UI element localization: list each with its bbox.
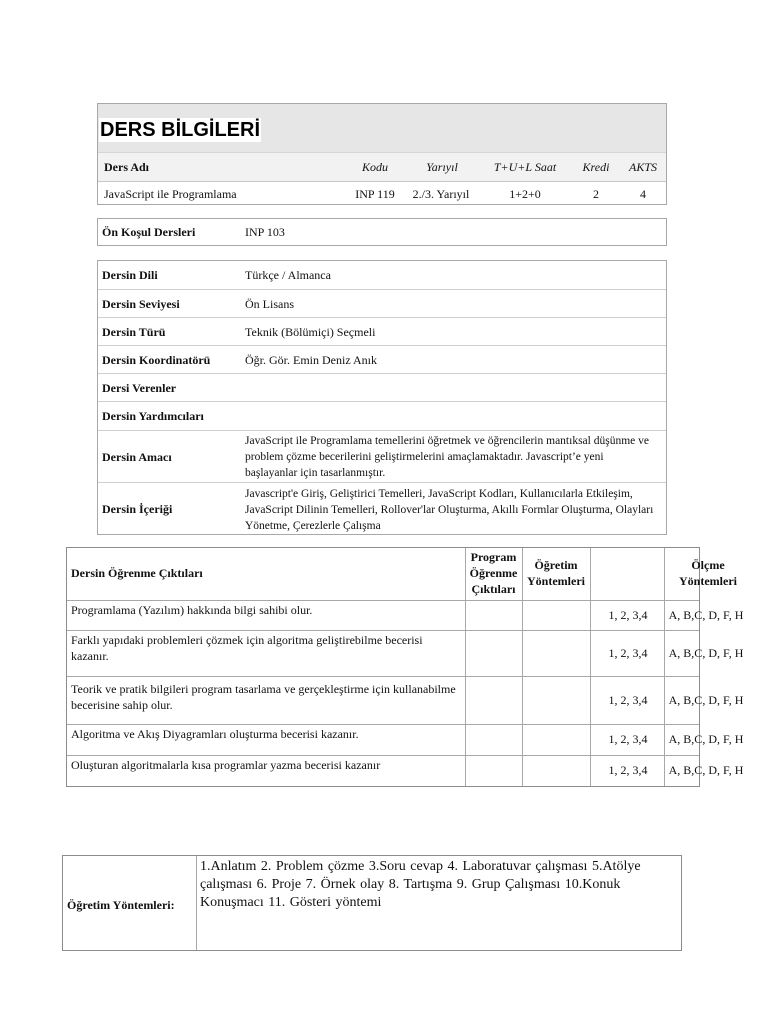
col-kredi: Kredi [582,160,610,174]
teaching-methods-label: Öğretim Yöntemleri: [67,898,175,912]
course-details-table [97,260,667,535]
detail-value: JavaScript ile Programlama temellerini öğretmek ve öğrencilerin mantıksal düşünme ve problem çözme becerilerini geliştirmelerini amaçlamaktadır. Javascript’e yeni başlayanlar için tasarlanmıştır. [245,435,649,479]
program-header-line: Program [470,550,517,564]
table-row [98,289,666,318]
detail-value: Türkçe / Almanca [245,268,331,282]
table-row [67,600,744,631]
outcome-text: Oluşturan algoritmalarla kısa programlar yazma becerisi kazanır [71,758,381,772]
detail-value: Ön Lisans [245,297,294,311]
outcome-teaching: 1, 2, 3,4 [608,732,648,746]
title-band [98,104,666,152]
table-row [98,430,666,483]
header-columns-row [98,152,666,182]
table-row [98,261,666,289]
table-row [67,724,744,756]
detail-label: Dersin İçeriği [102,502,173,516]
outcome-text: Programlama (Yazılım) hakkında bilgi sahibi olur. [71,603,313,617]
teaching-header-line: Yöntemleri [527,574,585,588]
col-akts: AKTS [628,160,657,174]
outcomes-title: Dersin Öğrenme Çıktıları [71,566,203,580]
table-row [98,401,666,431]
value-yariyil: 2./3. Yarıyıl [412,186,470,201]
value-kredi: 2 [593,186,599,201]
table-row [67,755,744,787]
detail-label: Dersin Türü [102,324,166,339]
course-info-header-table [97,103,667,205]
detail-label: Dersin Yardımcıları [102,409,204,423]
outcome-text: Teorik ve pratik bilgileri program tasarlama ve gerçekleştirme için kullanabilme becerisine sahip olur. [71,682,456,712]
outcome-text: Farklı yapıdaki problemleri çözmek için algoritma geliştirebilme becerisi kazanır. [71,633,423,663]
value-saat: 1+2+0 [509,186,541,201]
program-outcomes-header [465,549,522,597]
prerequisite-row [97,218,667,246]
prerequisite-label: Ön Koşul Dersleri [102,224,196,239]
detail-label: Dersin Koordinatörü [102,352,211,367]
detail-value [245,374,658,402]
outcome-teaching: 1, 2, 3,4 [608,763,648,777]
table-row [98,345,666,374]
header-values-row [98,181,666,206]
outcome-assessment: A, B,C, D, F, H [668,646,744,660]
detail-label: Dersin Dili [102,267,158,282]
outcome-assessment: A, B,C, D, F, H [668,763,744,777]
teaching-methods-box [62,855,682,951]
col-yariyil: Yarıyıl [426,160,458,174]
detail-value: Teknik (Bölümiçi) Seçmeli [245,325,376,339]
value-ders-adi: JavaScript ile Programlama [104,186,237,201]
col-ders-adi: Ders Adı [104,160,149,174]
outcome-assessment: A, B,C, D, F, H [668,608,744,622]
page-title: DERS BİLGİLERİ [100,119,261,141]
assessment-methods-header [664,557,752,589]
column-divider [196,856,197,950]
detail-value: Javascript'e Giriş, Geliştirici Temelleri, JavaScript Kodları, Kullanıcılarla Etkileşim, JavaScript Dilinin Temelleri, Rollover'lar Oluşturma, Akıllı Formlar Oluşturma, Olayları Yönetme, Çerezlerle Çalışma [245,487,654,532]
program-header-line: Öğrenme [469,566,518,580]
table-row [98,482,666,536]
value-akts: 4 [640,186,646,201]
detail-label: Dersin Amacı [102,449,172,464]
assessment-header-line: Ölçme [691,558,725,572]
outcome-teaching: 1, 2, 3,4 [608,608,648,622]
learning-outcomes-table [66,547,744,787]
detail-label: Dersin Seviyesi [102,296,180,311]
table-row [98,317,666,346]
detail-value [245,402,658,431]
detail-value: Öğr. Gör. Emin Deniz Anık [245,353,377,367]
outcome-text: Algoritma ve Akış Diyagramları oluşturma becerisi kazanır. [71,727,359,741]
outcome-teaching: 1, 2, 3,4 [608,693,648,707]
col-saat: T+U+L Saat [493,160,557,174]
prerequisite-value: INP 103 [245,225,285,239]
outcome-assessment: A, B,C, D, F, H [668,693,744,707]
table-row [67,676,744,725]
assessment-header-line: Yöntemleri [679,574,737,588]
teaching-methods-header [522,557,590,589]
value-kodu: INP 119 [355,186,395,201]
teaching-methods-text: 1.Anlatım 2. Problem çözme 3.Soru cevap 4. Laboratuvar çalışması 5.Atölye çalışması 6. Proje 7. Örnek olay 8. Tartışma 9. Grup Çalışması 10.Konuk Konuşmacı 11. Gösteri yöntemi [200,859,641,910]
detail-label: Dersi Verenler [102,380,177,395]
outcome-assessment: A, B,C, D, F, H [668,732,744,746]
table-row [98,373,666,402]
outcomes-header-row [67,548,737,600]
table-row [67,630,744,677]
program-header-line: Çıktıları [471,582,516,596]
teaching-header-line: Öğretim [534,558,578,572]
outcome-teaching: 1, 2, 3,4 [608,646,648,660]
col-kodu: Kodu [361,160,388,174]
